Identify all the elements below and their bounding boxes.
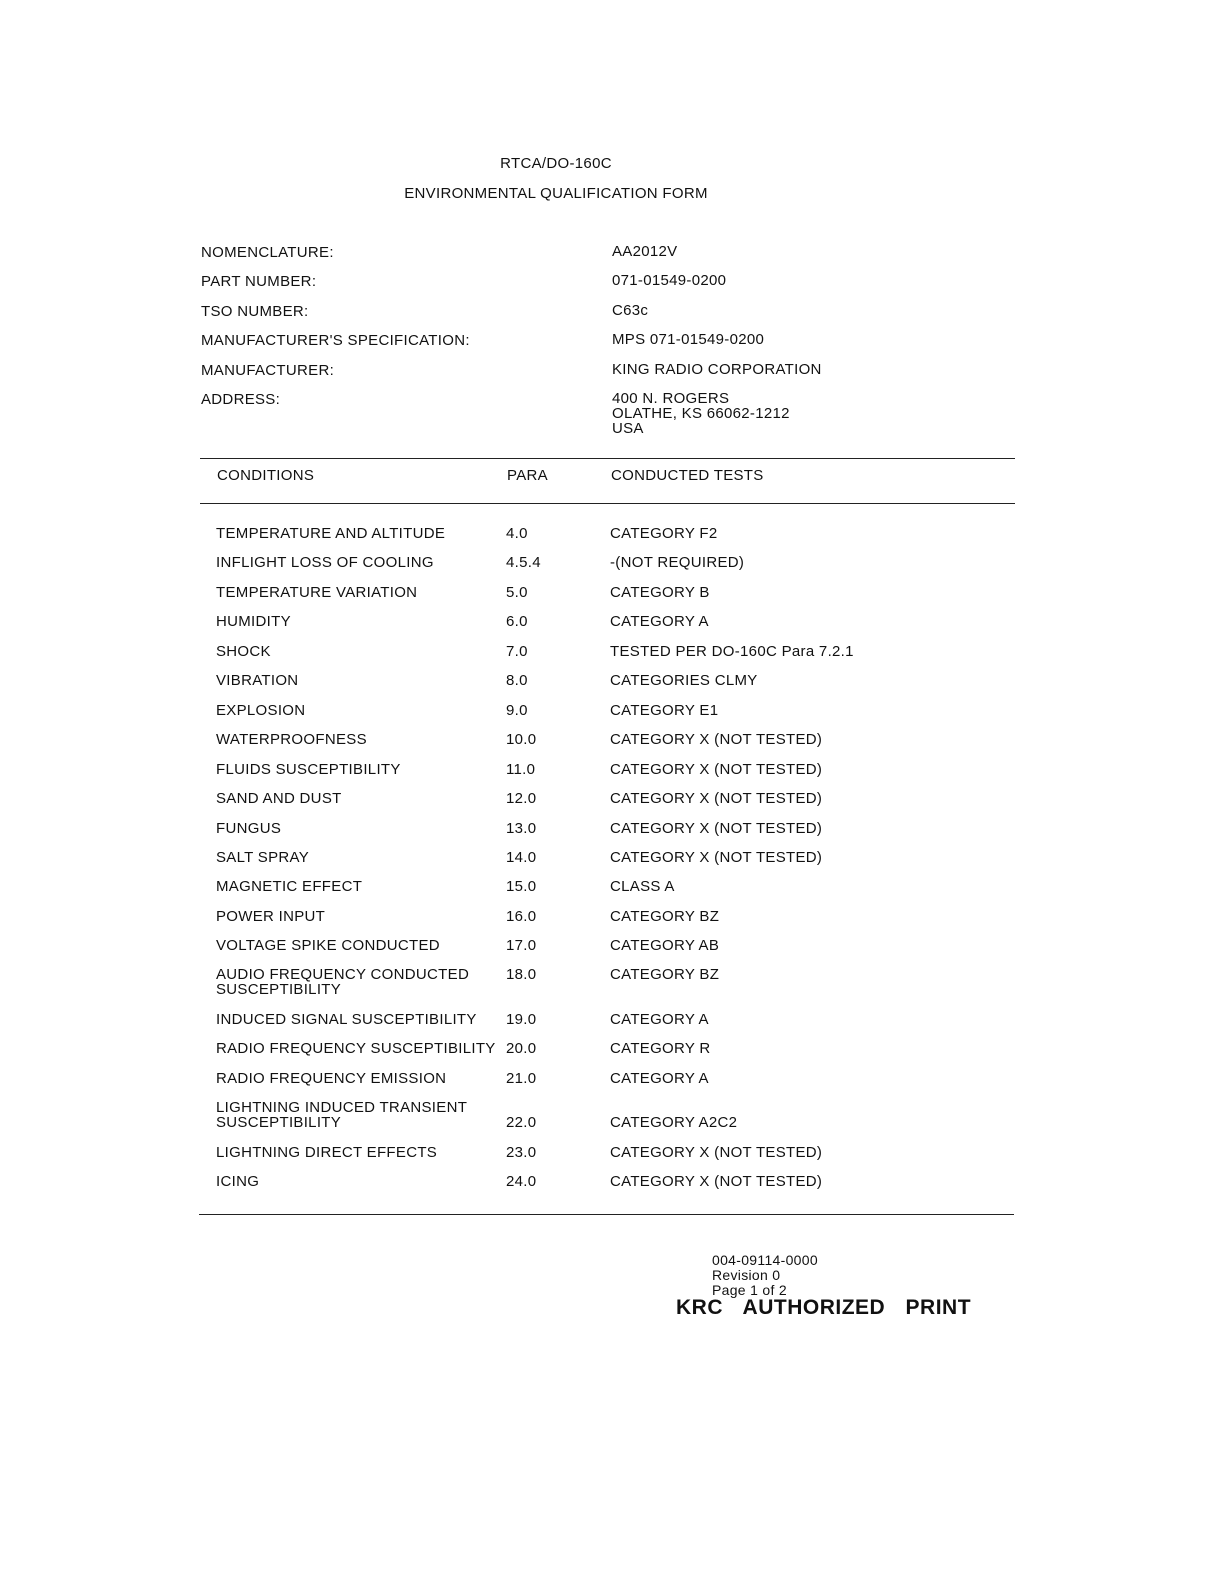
conducted-test-cell: CLASS A — [610, 878, 675, 895]
conducted-test-cell: TESTED PER DO-160C Para 7.2.1 — [610, 643, 854, 660]
para-cell: 17.0 — [506, 937, 537, 954]
conducted-test-cell: CATEGORY X (NOT TESTED) — [610, 1144, 823, 1161]
para-cell: 15.0 — [506, 878, 537, 895]
condition-cell: SAND AND DUST — [216, 790, 342, 807]
standard-title: RTCA/DO-160C — [500, 155, 612, 172]
header-para: PARA — [507, 467, 548, 484]
conducted-test-cell: CATEGORY A2C2 — [610, 1114, 738, 1131]
para-cell: 8.0 — [506, 672, 528, 689]
conducted-test-cell: CATEGORY X (NOT TESTED) — [610, 849, 823, 866]
conducted-test-cell: CATEGORY A — [610, 1011, 709, 1028]
header-bottom-rule — [200, 503, 1015, 504]
para-cell: 4.0 — [506, 525, 528, 542]
condition-cell: INDUCED SIGNAL SUSCEPTIBILITY — [216, 1011, 477, 1028]
para-cell: 5.0 — [506, 584, 528, 601]
conducted-test-cell: CATEGORY X (NOT TESTED) — [610, 820, 823, 837]
para-cell: 22.0 — [506, 1114, 537, 1131]
conducted-test-cell: CATEGORY BZ — [610, 966, 720, 983]
condition-cell: WATERPROOFNESS — [216, 731, 367, 748]
doc-number: 004-09114-0000 — [712, 1252, 818, 1268]
conducted-test-cell: CATEGORY E1 — [610, 702, 719, 719]
header-conducted-tests: CONDUCTED TESTS — [611, 467, 764, 484]
para-cell: 11.0 — [506, 761, 536, 778]
condition-cell: FUNGUS — [216, 820, 282, 837]
para-cell: 9.0 — [506, 702, 528, 719]
para-cell: 18.0 — [506, 966, 537, 983]
authorized-print-stamp: KRC AUTHORIZED PRINT — [676, 1296, 972, 1319]
revision: Revision 0 — [712, 1267, 781, 1283]
condition-cell: RADIO FREQUENCY SUSCEPTIBILITY — [216, 1040, 496, 1057]
page-number: Page 1 of 2 — [712, 1282, 787, 1298]
part-number-value: 071-01549-0200 — [612, 272, 727, 289]
condition-cell-line2: SUSCEPTIBILITY — [216, 981, 342, 998]
conducted-test-cell: -(NOT REQUIRED) — [610, 554, 745, 571]
conducted-test-cell: CATEGORY X (NOT TESTED) — [610, 731, 823, 748]
manufacturer-label: MANUFACTURER: — [201, 362, 335, 379]
para-cell: 16.0 — [506, 908, 537, 925]
condition-cell: ICING — [216, 1173, 260, 1190]
nomenclature-value: AA2012V — [612, 243, 678, 260]
conducted-test-cell: CATEGORY R — [610, 1040, 711, 1057]
condition-cell: LIGHTNING DIRECT EFFECTS — [216, 1144, 438, 1161]
para-cell: 7.0 — [506, 643, 528, 660]
condition-cell: VIBRATION — [216, 672, 299, 689]
tso-value: C63c — [612, 302, 649, 319]
conducted-test-cell: CATEGORY AB — [610, 937, 720, 954]
condition-cell: LIGHTNING INDUCED TRANSIENT — [216, 1099, 468, 1116]
table-bottom-rule — [199, 1214, 1014, 1215]
address-line: 400 N. ROGERS — [612, 390, 730, 407]
condition-cell: POWER INPUT — [216, 908, 326, 925]
address-line: USA — [612, 420, 644, 437]
para-cell: 13.0 — [506, 820, 537, 837]
condition-cell: VOLTAGE SPIKE CONDUCTED — [216, 937, 440, 954]
part-number-label: PART NUMBER: — [201, 273, 317, 290]
spec-label: MANUFACTURER'S SPECIFICATION: — [201, 332, 470, 349]
condition-cell: EXPLOSION — [216, 702, 306, 719]
para-cell: 12.0 — [506, 790, 537, 807]
para-cell: 6.0 — [506, 613, 528, 630]
conducted-test-cell: CATEGORIES CLMY — [610, 672, 758, 689]
para-cell: 21.0 — [506, 1070, 537, 1087]
condition-cell: TEMPERATURE AND ALTITUDE — [216, 525, 446, 542]
condition-cell: SHOCK — [216, 643, 271, 660]
para-cell: 4.5.4 — [506, 554, 541, 571]
condition-cell: INFLIGHT LOSS OF COOLING — [216, 554, 434, 571]
condition-cell: HUMIDITY — [216, 613, 291, 630]
conducted-test-cell: CATEGORY BZ — [610, 908, 720, 925]
header-conditions: CONDITIONS — [217, 467, 315, 484]
para-cell: 10.0 — [506, 731, 537, 748]
condition-cell: FLUIDS SUSCEPTIBILITY — [216, 761, 401, 778]
spec-value: MPS 071-01549-0200 — [612, 331, 765, 348]
conducted-test-cell: CATEGORY F2 — [610, 525, 718, 542]
address-value — [612, 391, 790, 436]
table-top-rule — [200, 458, 1015, 459]
manufacturer-value: KING RADIO CORPORATION — [612, 361, 822, 378]
para-cell: 24.0 — [506, 1173, 537, 1190]
para-cell: 20.0 — [506, 1040, 537, 1057]
para-cell: 23.0 — [506, 1144, 537, 1161]
para-cell: 19.0 — [506, 1011, 537, 1028]
condition-cell: MAGNETIC EFFECT — [216, 878, 363, 895]
condition-cell: AUDIO FREQUENCY CONDUCTED — [216, 966, 470, 983]
conducted-test-cell: CATEGORY A — [610, 613, 709, 630]
document-footer — [712, 1253, 818, 1298]
conducted-test-cell: CATEGORY X (NOT TESTED) — [610, 761, 823, 778]
conducted-test-cell: CATEGORY B — [610, 584, 710, 601]
conducted-test-cell: CATEGORY X (NOT TESTED) — [610, 790, 823, 807]
condition-cell: TEMPERATURE VARIATION — [216, 584, 418, 601]
conducted-test-cell: CATEGORY A — [610, 1070, 709, 1087]
form-title: ENVIRONMENTAL QUALIFICATION FORM — [404, 185, 708, 202]
para-cell: 14.0 — [506, 849, 537, 866]
address-label: ADDRESS: — [201, 391, 281, 408]
address-line: OLATHE, KS 66062-1212 — [612, 405, 790, 422]
nomenclature-label: NOMENCLATURE: — [201, 244, 334, 261]
condition-cell: SALT SPRAY — [216, 849, 310, 866]
condition-cell-line2: SUSCEPTIBILITY — [216, 1114, 342, 1131]
tso-label: TSO NUMBER: — [201, 303, 309, 320]
conducted-test-cell: CATEGORY X (NOT TESTED) — [610, 1173, 823, 1190]
condition-cell: RADIO FREQUENCY EMISSION — [216, 1070, 447, 1087]
